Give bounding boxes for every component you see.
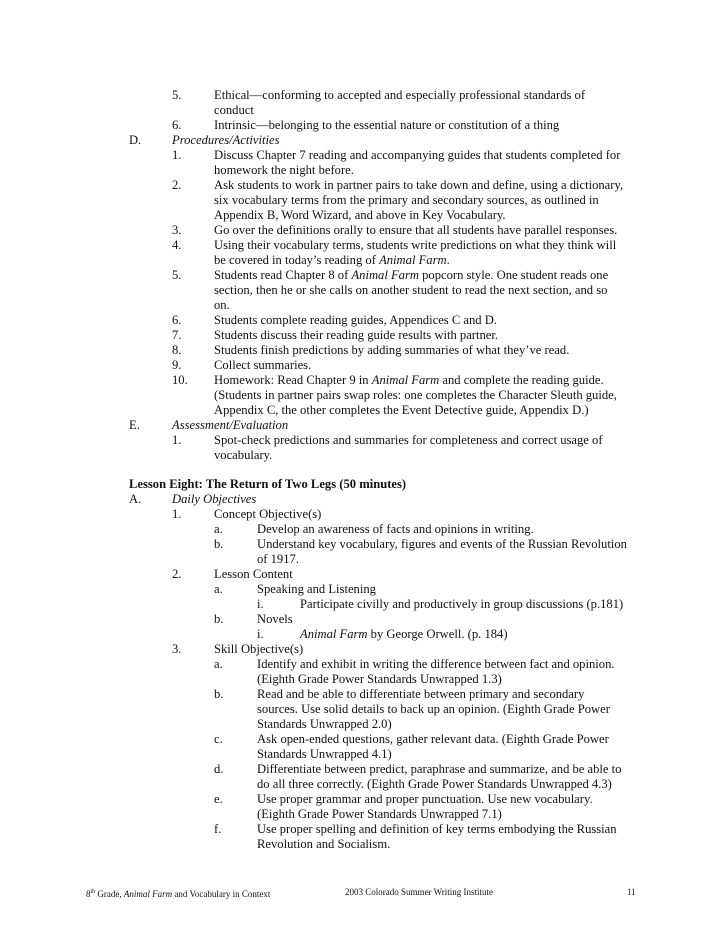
sub-letter: a. <box>214 657 223 671</box>
item-text: Understand key vocabulary, figures and events of the Russian Revolution <box>257 537 627 551</box>
text-run: . <box>446 253 450 267</box>
item-text: of 1917. <box>257 552 299 566</box>
item-number: 6. <box>172 313 182 327</box>
item-text: Appendix C, the other completes the Event Detective guide, Appendix D.) <box>214 403 589 417</box>
text-run: Students read Chapter 8 of <box>214 268 352 282</box>
item-text: Ask open-ended questions, gather relevant data. (Eighth Grade Power <box>257 732 609 746</box>
footer-text: Grade, <box>95 889 124 899</box>
footer-text: and Vocabulary in Context <box>172 889 271 899</box>
item-text: Identify and exhibit in writing the difference between fact and opinion. <box>257 657 615 671</box>
item-text: six vocabulary terms from the primary and secondary sources, as outlined in <box>214 193 599 207</box>
text-run: be covered in today’s reading of <box>214 253 380 267</box>
item-text: Discuss Chapter 7 reading and accompanying guides that students completed for <box>214 148 621 162</box>
item-number: 5. <box>172 268 182 282</box>
item-number: 2. <box>172 178 182 192</box>
item-text: Skill Objective(s) <box>214 642 304 656</box>
footer-course-title <box>86 887 270 900</box>
roman-numeral: i. <box>257 627 264 641</box>
item-text: (Students in partner pairs swap roles: one completes the Character Sleuth guide, <box>214 388 617 402</box>
item-text: Use proper grammar and proper punctuation. Use new vocabulary. <box>257 792 593 806</box>
item-number: 3. <box>172 223 182 237</box>
novel-title: Animal Farm <box>371 373 440 387</box>
item-number: 8. <box>172 343 182 357</box>
item-text: vocabulary. <box>214 448 273 462</box>
item-text: Spot-check predictions and summaries for completeness and correct usage of <box>214 433 603 447</box>
item-text: Revolution and Socialism. <box>257 837 391 851</box>
item-text: Students complete reading guides, Appendices C and D. <box>214 313 497 327</box>
item-text: Using their vocabulary terms, students write predictions on what they think will <box>214 238 617 252</box>
item-text: Standards Unwrapped 4.1) <box>257 747 392 761</box>
lesson-heading: Lesson Eight: The Return of Two Legs (50 minutes) <box>129 477 407 491</box>
item-text: Ask students to work in partner pairs to take down and define, using a dictionary, <box>214 178 624 192</box>
item-number: 5. <box>172 88 182 102</box>
sub-letter: a. <box>214 522 223 536</box>
item-text: Lesson Content <box>214 567 293 581</box>
footer-grade-suffix: th <box>90 889 96 895</box>
item-text: Differentiate between predict, paraphrase and summarize, and be able to <box>257 762 622 776</box>
item-text: on. <box>214 298 230 312</box>
item-text: Students finish predictions by adding summaries of what they’ve read. <box>214 343 570 357</box>
section-letter: D. <box>129 133 142 147</box>
item-text <box>214 373 604 388</box>
item-text: Participate civilly and productively in group discussions (p.181) <box>300 597 624 611</box>
item-text: Collect summaries. <box>214 358 312 372</box>
text-run: and complete the reading guide. <box>439 373 604 387</box>
sub-letter: b. <box>214 537 224 551</box>
section-heading: Daily Objectives <box>172 492 257 506</box>
text-run: popcorn style. One student reads one <box>418 268 609 282</box>
item-text <box>214 253 450 268</box>
item-number: 3. <box>172 642 182 656</box>
item-text: Use proper spelling and definition of key terms embodying the Russian <box>257 822 617 836</box>
section-letter: A. <box>129 492 142 506</box>
sub-letter: b. <box>214 612 224 626</box>
item-number: 1. <box>172 507 182 521</box>
item-number: 1. <box>172 148 182 162</box>
item-number: 6. <box>172 118 182 132</box>
item-number: 1. <box>172 433 182 447</box>
item-text: Students discuss their reading guide results with partner. <box>214 328 499 342</box>
item-text: Ethical—conforming to accepted and especially professional standards of <box>214 88 586 102</box>
item-text: conduct <box>214 103 254 117</box>
footer-novel-title: Animal Farm <box>123 889 173 899</box>
item-text: sources. Use solid details to back up an opinion. (Eighth Grade Power <box>257 702 610 716</box>
item-text: Go over the definitions orally to ensure that all students have parallel responses. <box>214 223 618 237</box>
item-number: 4. <box>172 238 182 252</box>
novel-title: Animal Farm <box>300 627 368 641</box>
footer-page-number: 11 <box>627 887 636 897</box>
item-text: (Eighth Grade Power Standards Unwrapped 7.1) <box>257 807 502 821</box>
text-run: by George Orwell. (p. 184) <box>367 627 508 641</box>
item-text: Read and be able to differentiate between primary and secondary <box>257 687 585 701</box>
footer-grade: 8 <box>86 889 91 899</box>
text-run: Homework: Read Chapter 9 in <box>214 373 372 387</box>
section-letter: E. <box>129 418 140 432</box>
section-heading: Procedures/Activities <box>172 133 280 147</box>
roman-numeral: i. <box>257 597 264 611</box>
item-text: homework the night before. <box>214 163 354 177</box>
item-text <box>300 627 508 642</box>
sub-letter: b. <box>214 687 224 701</box>
item-text: Develop an awareness of facts and opinions in writing. <box>257 522 534 536</box>
item-text: Novels <box>257 612 293 626</box>
sub-letter: c. <box>214 732 223 746</box>
item-text: Speaking and Listening <box>257 582 376 596</box>
footer-institute: 2003 Colorado Summer Writing Institute <box>345 887 493 897</box>
item-number: 2. <box>172 567 182 581</box>
sub-letter: d. <box>214 762 224 776</box>
item-text: Concept Objective(s) <box>214 507 322 521</box>
novel-title: Animal Farm <box>351 268 419 282</box>
item-text: do all three correctly. (Eighth Grade Power Standards Unwrapped 4.3) <box>257 777 612 791</box>
sub-letter: a. <box>214 582 223 596</box>
item-text: Standards Unwrapped 2.0) <box>257 717 392 731</box>
sub-letter: e. <box>214 792 223 806</box>
novel-title: Animal Farm <box>379 253 447 267</box>
item-number: 9. <box>172 358 182 372</box>
sub-letter: f. <box>214 822 222 836</box>
item-text: (Eighth Grade Power Standards Unwrapped 1.3) <box>257 672 502 686</box>
item-number: 10. <box>172 373 188 387</box>
item-text: Appendix B, Word Wizard, and above in Key Vocabulary. <box>214 208 506 222</box>
item-number: 7. <box>172 328 182 342</box>
item-text <box>214 268 608 283</box>
item-text: section, then he or she calls on another student to read the next section, and so <box>214 283 608 297</box>
item-text: Intrinsic—belonging to the essential nature or constitution of a thing <box>214 118 560 132</box>
section-heading: Assessment/Evaluation <box>172 418 289 432</box>
